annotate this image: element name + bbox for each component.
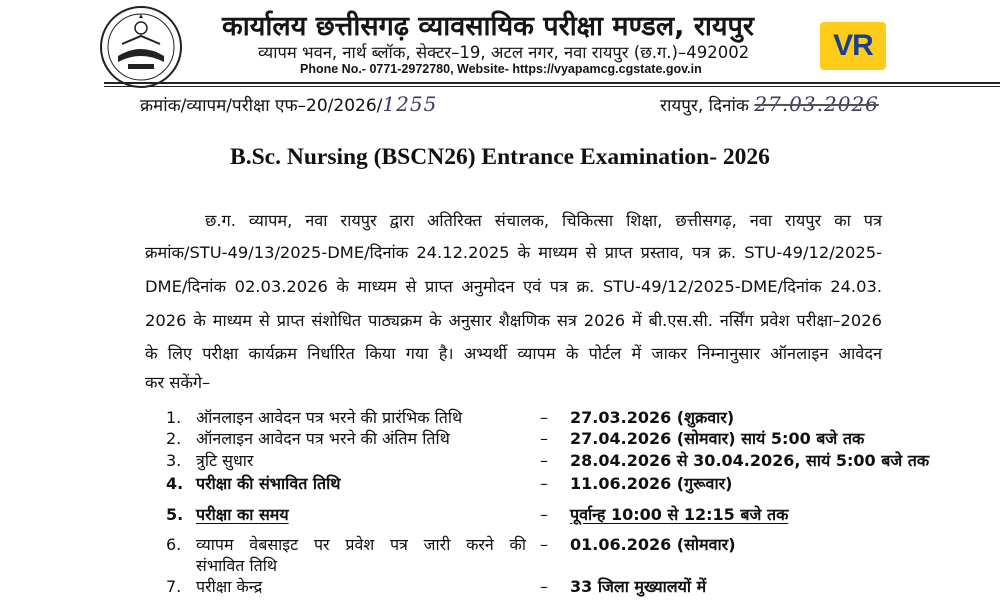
schedule-value: 11.06.2026 (गुरूवार) — [570, 474, 733, 493]
schedule-value: पूर्वान्ह 10:00 से 12:15 बजे तक — [570, 505, 789, 524]
schedule-value: 01.06.2026 (सोमवार) — [570, 535, 736, 554]
schedule-dash: – — [540, 535, 548, 554]
schedule-label: ऑनलाइन आवेदन पत्र भरने की अंतिम तिथि — [196, 429, 450, 448]
schedule-dash: – — [540, 429, 548, 448]
org-address: व्यापम भवन, नार्थ ब्लॉक, सेक्टर–19, अटल नगर, नवा रायपुर (छ.ग.)–492002 — [258, 43, 750, 62]
schedule-number: 1. — [166, 408, 182, 427]
schedule-number: 6. — [166, 535, 182, 554]
paragraph-line: 2026 के माध्यम से प्राप्त संशोधित पाठ्यक्रम के अनुसार शैक्षणिक सत्र 2026 में बी.एस.सी. नर्सिंग प्रवेश परीक्षा–2026 — [145, 311, 882, 330]
schedule-dash: – — [540, 577, 548, 596]
reference-prefix: क्रमांक/व्यापम/परीक्षा एफ–20/2026/ — [140, 96, 383, 116]
schedule-value: 27.03.2026 (शुक्रवार) — [570, 408, 735, 427]
org-contact: Phone No.- 0771-2972780, Website- https://vyapamcg.cgstate.gov.in — [300, 62, 702, 76]
schedule-value: 28.04.2026 से 30.04.2026, सायं 5:00 बजे तक — [570, 451, 930, 470]
schedule-number: 2. — [166, 429, 182, 448]
handwritten-date: 27.03.2026 — [754, 92, 879, 116]
schedule-label: व्यापम वेबसाइट पर प्रवेश पत्र जारी करने की — [196, 535, 526, 554]
schedule-number: 4. — [166, 474, 184, 493]
schedule-label: ऑनलाइन आवेदन पत्र भरने की प्रारंभिक तिथि — [196, 408, 463, 427]
paragraph-line: छ.ग. व्यापम, नवा रायपुर द्वारा अतिरिक्त संचालक, चिकित्सा शिक्षा, छत्तीसगढ़, नवा रायपुर का पत्र — [205, 211, 882, 230]
schedule-value: 33 जिला मुख्यालयों में — [570, 577, 707, 596]
place-date-label: रायपुर, दिनांक — [660, 96, 749, 116]
reference-date — [660, 92, 879, 116]
schedule-dash: – — [540, 408, 548, 427]
vr-badge: VR — [820, 22, 886, 70]
schedule-label: परीक्षा की संभावित तिथि — [196, 474, 341, 493]
schedule-value: 27.04.2026 (सोमवार) सायं 5:00 बजे तक — [570, 429, 865, 448]
reference-number — [140, 92, 437, 116]
reference-handwritten-number: 1255 — [382, 92, 438, 116]
paragraph-line: के लिए परीक्षा कार्यक्रम निर्धारित किया गया है। अभ्यर्थी व्यापम के पोर्टल में जाकर निम्नानुसार ऑनलाइन आवेदन — [145, 344, 882, 363]
paragraph-line: DME/दिनांक 02.03.2026 के माध्यम से प्राप्त अनुमोदन एवं पत्र क्र. STU-49/12/2025-DME/दिनांक 24.03. — [145, 277, 882, 296]
paragraph-line: कर सकेंगे– — [145, 373, 211, 392]
schedule-dash: – — [540, 474, 548, 493]
schedule-dash: – — [540, 451, 548, 470]
schedule-label-continued: संभावित तिथि — [196, 556, 278, 575]
schedule-label: परीक्षा केन्द्र — [196, 577, 263, 596]
schedule-number: 5. — [166, 505, 184, 524]
paragraph-line: क्रमांक/STU-49/13/2025-DME/दिनांक 24.12.2025 के माध्यम से प्राप्त प्रस्ताव, पत्र क्र. STU-49/12/2025- — [145, 243, 882, 262]
schedule-number: 3. — [166, 451, 182, 470]
schedule-number: 7. — [166, 577, 182, 596]
schedule-label: परीक्षा का समय — [196, 505, 289, 524]
vyapam-emblem-icon — [98, 4, 184, 90]
org-name: कार्यालय छत्तीसगढ़ व्यावसायिक परीक्षा मण्डल, रायपुर — [222, 11, 754, 42]
schedule-label: त्रुटि सुधार — [196, 451, 254, 470]
document-title: B.Sc. Nursing (BSCN26) Entrance Examination- 2026 — [230, 144, 770, 170]
header-rule — [104, 82, 1000, 84]
header-rule-thin — [104, 86, 1000, 87]
schedule-dash: – — [540, 505, 548, 524]
